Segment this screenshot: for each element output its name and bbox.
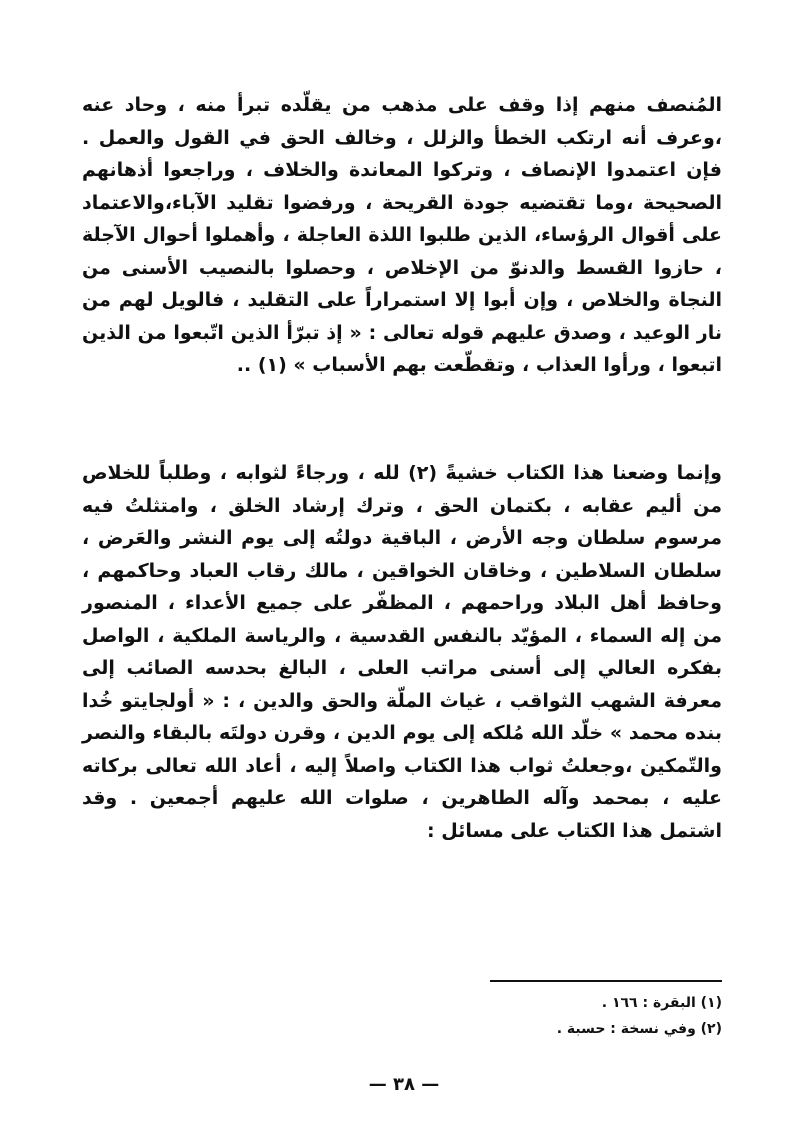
footnote-separator	[490, 980, 722, 982]
footnotes	[322, 990, 722, 1042]
footnote-2: (٢) وفي نسخة : حسبة .	[556, 1021, 722, 1037]
page-number: — ٣٨ —	[368, 1074, 440, 1095]
body-paragraph-1: المُنصف منهم إذا وقف على مذهب من يقلّده تبرأ منه ، وحاد عنه ،وعرف أنه ارتكب الخطأ والزلل ، وخالف الحق في القول والعمل . فإن اعتمدوا الإنصاف ، وتركوا المعاندة والخلاف ، وراجعوا أذهانهم الصحيحة ،وما تقتضيه جودة القريحة ، ورفضوا تقليد الآباء،والاعتماد على أقوال الرؤساء، الذين طلبوا اللذة العاجلة ، وأهملوا أحوال الآجلة ، حازوا القسط والدنوّ من الإخلاص ، وحصلوا بالنصيب الأسنى من النجاة والخلاص ، وإن أبوا إلا استمراراً على التقليد ، فالويل لهم من نار الوعيد ، وصدق عليهم قوله تعالى : « إذ تبرّأ الذين اتّبعوا من الذين اتبعوا ، ورأوا العذاب ، وتقطّعت بهم الأسباب » (١) ..	[82, 94, 722, 376]
footnote-1: (١) البقرة : ١٦٦ .	[601, 995, 722, 1011]
body-paragraph-2: وإنما وضعنا هذا الكتاب خشيةً (٢) لله ، ورجاءً لثوابه ، وطلباً للخلاص من أليم عقابه ، بكتمان الحق ، وترك إرشاد الخلق ، وامتثلتُ فيه مرسوم سلطان وجه الأرض ، الباقية دولتُه إلى يوم النشر والعَرض ، سلطان السلاطين ، وخاقان الخواقين ، مالك رقاب العباد وحاكمهم ، وحافظ أهل البلاد وراحمهم ، المظفّر على جميع الأعداء ، المنصور من إله السماء ، المؤيّد بالنفس القدسية ، والرياسة الملكية ، الواصل بفكره العالي إلى أسنى مراتب العلى ، البالغ بحدسه الصائب إلى معرفة الشهب الثواقب ، غياث الملّة والحق والدين ، : « أولجايتو خُدا بنده محمد » خلّد الله مُلكه إلى يوم الدين ، وقرن دولتَه بالبقاء والنصر والتّمكين ،وجعلتُ ثواب هذا الكتاب واصلاً إليه ، أعاد الله تعالى بركاته عليه ، بمحمد وآله الطاهرين ، صلوات الله عليهم أجمعين . وقد اشتمل هذا الكتاب على مسائل :	[82, 462, 722, 842]
